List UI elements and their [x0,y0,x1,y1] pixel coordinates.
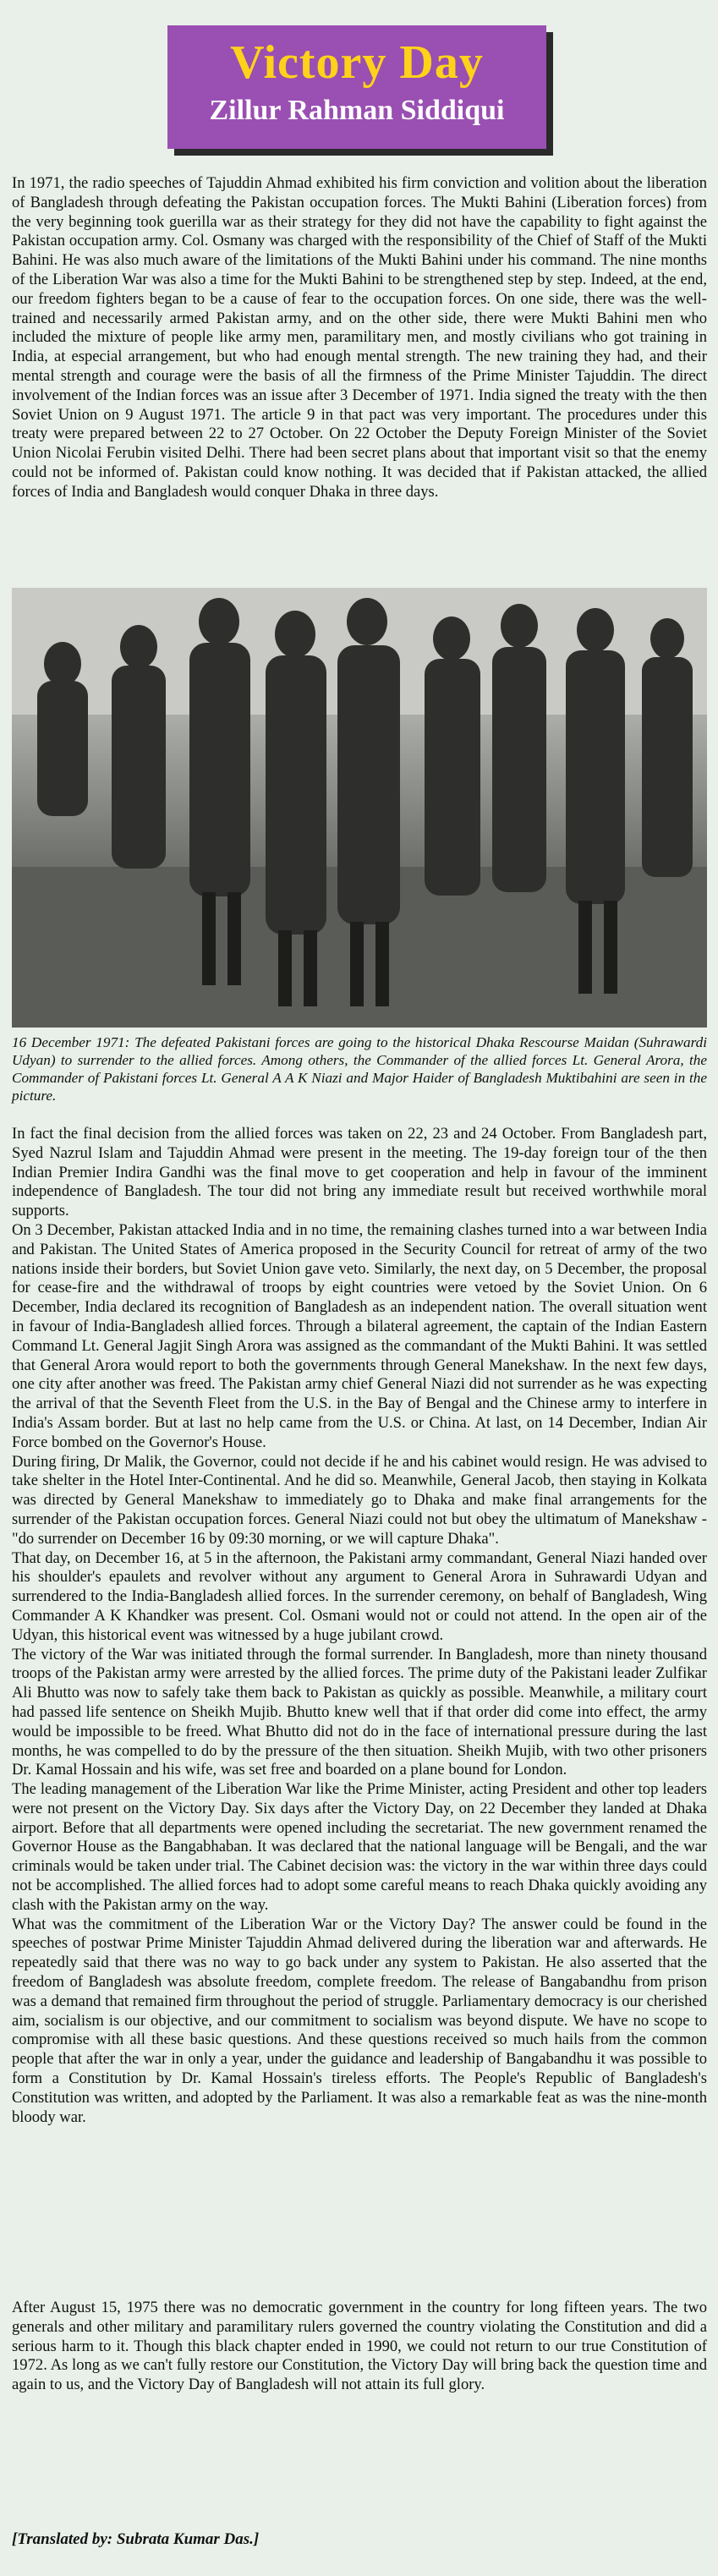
body-block [12,1125,707,2127]
intro-block [12,174,707,502]
surrender-photo [12,588,707,1028]
article-author: Zillur Rahman Siddiqui [209,95,505,126]
body-paragraph: During firing, Dr Malik, the Governor, could not decide if he and his cabinet would resign. He was advised to take shelter in the Hotel Inter-Continental. And he did so. Meanwhile, General Jacob, then staying in Kolkata was directed by General Manekshaw to immediately go to Dhaka and make final arrangements for the surrender of the Pakistan occupation forces. General Niazi could not but obey the ultimatum of Manekshaw - "do surrender on December 16 by 09:30 morning, or we will capture Dhaka". [12,1452,707,1548]
intro-paragraph: In 1971, the radio speeches of Tajuddin Ahmad exhibited his firm conviction and volition about the liberation of Bangladesh through defeating the Pakistan occupation forces. The Mukti Bahini (Liberation forces) from the very beginning took guerilla war as their strategy for they did not have the capability to fight against the Pakistan occupation army. Col. Osmany was charged with the responsibility of the Chief of Staff of the Mukti Bahini. He was also much aware of the limitations of the Mukti Bahini under his command. The nine months of the Liberation War was also a time for the Mukti Bahini to be strengthened step by step. Indeed, at the end, our freedom fighters began to be a cause of fear to the occupation forces. On one side, there was the well-trained and necessarily armed Pakistan army, and on the other side, there were Mukti Bahini men who included the mixture of people like army men, paramilitary men, and mostly civilians who got training in India, at especial arrangement, but who had enough mental strength. The new training they had, and their mental strength and courage were the basis of all the firmness of the Prime Minister Tajuddin. The direct involvement of the Indian forces was an issue after 3 December of 1971. India signed the treaty with the then Soviet Union on 9 August 1971. The article 9 in that pact was very important. The procedures under this treaty were prepared between 22 to 27 October. On 22 October the Deputy Foreign Minister of the Soviet Union Nicolai Ferubin visited Delhi. There had been secret plans about that important visit so that the enemy could not be informed of. Pakistan could know nothing. It was decided that if Pakistan attacked, the allied forces of India and Bangladesh would conquer Dhaka in three days. [12,174,707,501]
photo-caption: 16 December 1971: The defeated Pakistani forces are going to the historical Dhaka Rescourse Maidan (Suhrawardi Udyan) to surrender to the allied forces. Among others, the Commander of the allied forces Lt. General Arora, the Commander of Pakistani forces Lt. General A A K Niazi and Major Haider of Bangladesh Muktibahini are seen in the picture. [12,1034,707,1104]
body-paragraph: That day, on December 16, at 5 in the afternoon, the Pakistani army commandant, General Niazi handed over his shoulder's epaulets and revolver without any argument to General Arora in Suhrawardi Udyan and surrendered to the India-Bangladesh allied forces. In the surrender ceremony, on behalf of Bangladesh, Wing Commander A K Khandker was present. Col. Osmani would not or could not attend. In the open air of the Udyan, this historical event was witnessed by a huge jubilant crowd. [12,1548,707,1644]
body-paragraph: What was the commitment of the Liberation War or the Victory Day? The answer could be found in the speeches of postwar Prime Minister Tajuddin Ahmad delivered during the liberation war and afterwards. He repeatedly said that there was no way to go back under any system to Pakistan. He also asserted that the freedom of Bangladesh was absolute freedom, complete freedom. The release of Bangabandhu from prison was a demand that remained firm throughout the period of struggle. Parliamentary democracy is our cherished aim, socialism is our objective, and our commitment to socialism was beyond dispute. We have no scope to compromise with all these basic questions. And these questions received so much hails from the common people that after the war in only a year, under the guidance and leadership of Bangabandhu it was possible to form a Constitution by Dr. Kamal Hossain's tireless efforts. The People's Republic of Bangladesh's Constitution was written, and adopted by the Parliament. It was also a remarkable feat as was the nine-month bloody war. [12,1915,707,2126]
body-paragraph: On 3 December, Pakistan attacked India and in no time, the remaining clashes turned into a war between India and Pakistan. The United States of America proposed in the Security Council for retreat of army of the two nations inside their borders, but Soviet Union gave veto. Similarly, the next day, on 5 December, the proposal for cease-fire and the withdrawal of troops by eight countries were vetoed by the Soviet Union. On 6 December, India declared its recognition of Bangladesh as an independent nation. The overall situation went in favour of India-Bangladesh allied forces. Through a bilateral agreement, the captain of the Indian Eastern Command Lt. General Jagjit Singh Arora was assigned as the commandant of the Mukti Bahini. It was settled that General Arora would report to both the governments through General Manekshaw. In the next few days, one city after another was freed. The Pakistan army chief General Niazi did not surrender as he was expecting the arrival of that the Seventh Fleet from the U.S. in the Bay of Bengal and the Chinese army to interfere in India's Assam border. But at last no help came from the U.S. or China. At last, on 14 December, Indian Air Force bombed on the Governor's House. [12,1220,707,1451]
title-banner [167,25,546,149]
article-title: Victory Day [230,36,484,89]
body-paragraph: The victory of the War was initiated through the formal surrender. In Bangladesh, more than ninety thousand troops of the Pakistan army were arrested by the allied forces. The prime duty of the Pakistani leader Zulfikar Ali Bhutto was now to safely take them back to Pakistan as quickly as possible. Meanwhile, a military court had passed life sentence on Sheikh Mujib. Bhutto knew well that if that order did come into effect, the army would be impossible to be freed. What Bhutto did not do in the face of international pressure during the last months, he was compelled to do by the pressure of the then situation. Sheikh Mujib, with two other prisoners Dr. Kamal Hossain and his wife, was set free and boarded on a plane bound for London. [12,1645,707,1779]
body-paragraph: The leading management of the Liberation War like the Prime Minister, acting President and other top leaders were not present on the Victory Day. Six days after the Victory Day, on 22 December they landed at Dhaka airport. Before that all departments were opened including the secretariat. The new government renamed the Governor House as the Bangabhaban. It was declared that the national language will be Bengali, and the war criminals would be taken under trial. The Cabinet decision was: the victory in the war within three days could not be accomplished. The allied forces had to adopt some careful means to reach Dhaka quickly avoiding any clash with the Pakistan army on the way. [12,1780,707,1914]
translator-credit: [Translated by: Subrata Kumar Das.] [12,2530,260,2548]
closing-paragraph: After August 15, 1975 there was no democratic government in the country for long fifteen years. The two generals and other military and paramilitary rulers governed the country violating the Constitution and did a serious harm to it. Though this black chapter ended in 1990, we could not return to our true Constitution of 1972. As long as we can't fully restore our Constitution, the Victory Day will bring back the question time and again to us, and the Victory Day of Bangladesh will not attain its full glory. [12,2299,707,2394]
body-paragraph: In fact the final decision from the allied forces was taken on 22, 23 and 24 October. From Bangladesh part, Syed Nazrul Islam and Tajuddin Ahmad were present in the meeting. The 19-day foreign tour of the then Indian Premier Indira Gandhi was the final move to get cooperation and help in favour of the imminent independence of Bangladesh. The tour did not bring any immediate result but received worthwhile moral supports. [12,1125,707,1220]
photo-illustration [12,588,707,1028]
closing-block [12,2299,707,2395]
